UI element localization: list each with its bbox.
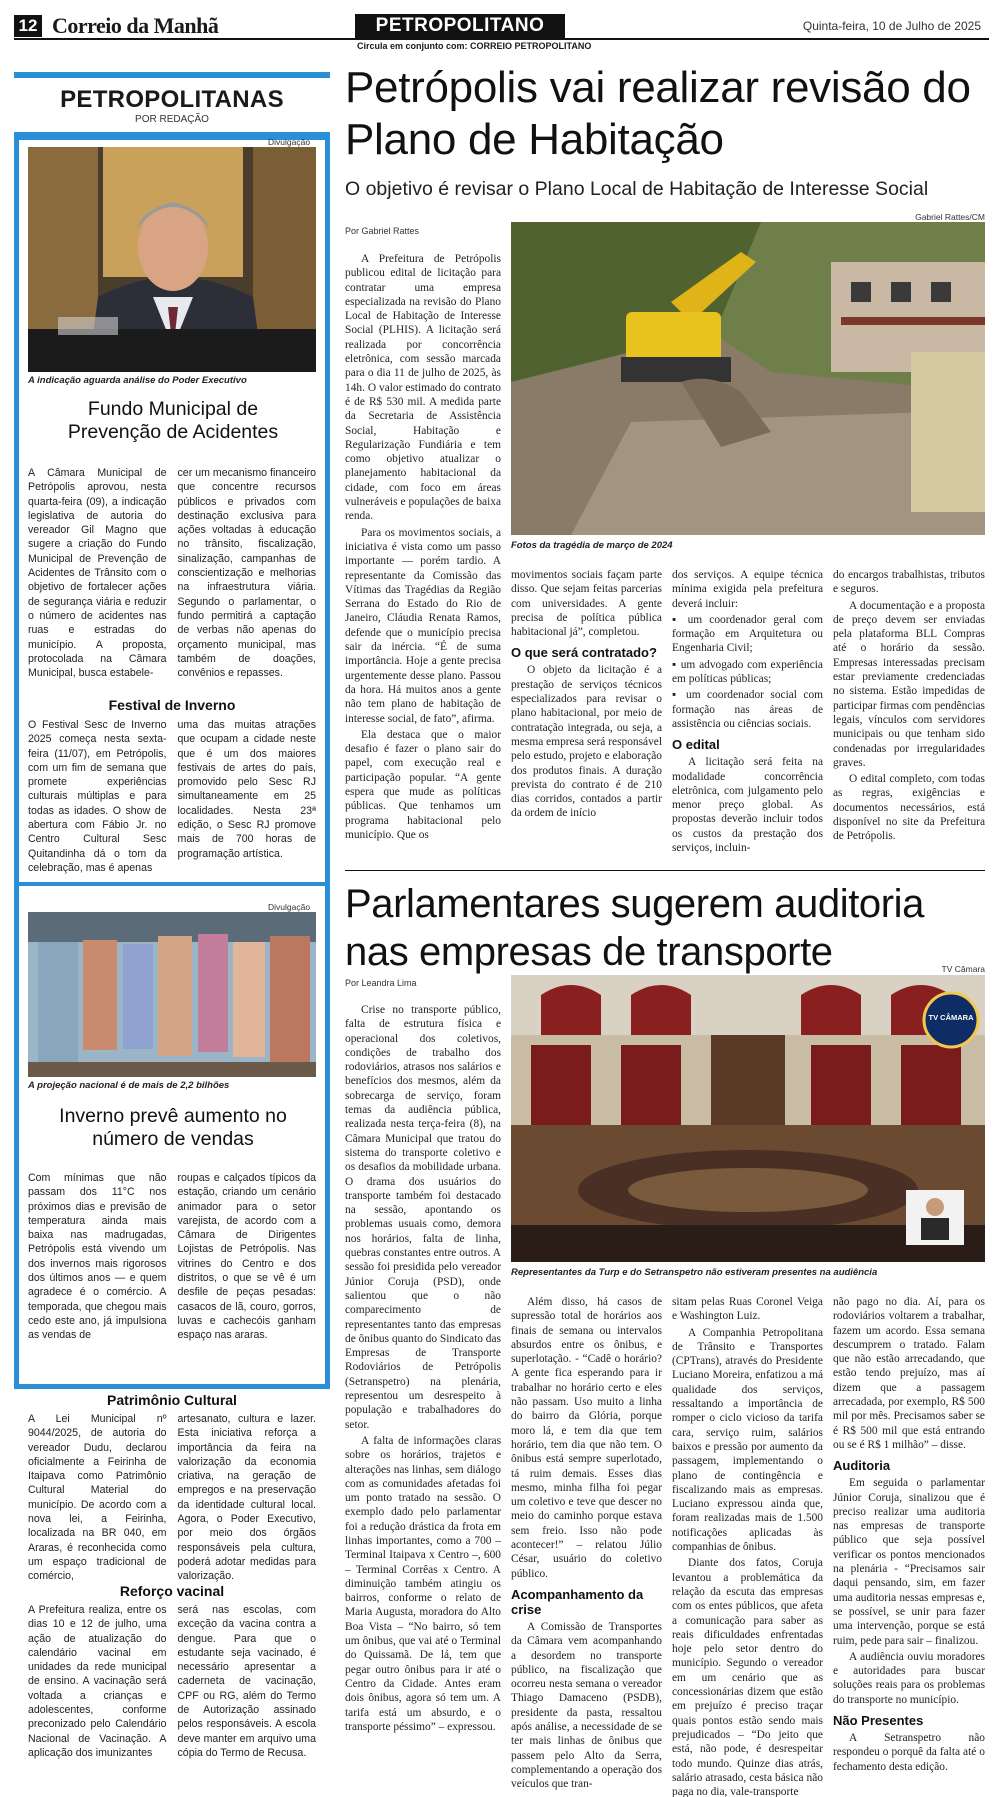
- article2-col4-subhead: Auditoria: [833, 1458, 891, 1474]
- article2-photo-caption: Representantes da Turp e do Setranspetro não estiveram presentes na audiência: [511, 1267, 878, 1278]
- article1-col3-bullet1: ▪ um coordenador geral com formação em Arquitetura ou Engenharia Civil;: [672, 613, 823, 655]
- story1-col2: cer um mecanismo financeiro que concentre recursos públicos e privados com destinação exclusiva para ações voltadas à educação no trânsito, fiscalização, sinalização, campanhas de conscientização e melhorias na infraestrutura viária. Segundo o parlamentar, o fundo permitirá a captação de verbas não apenas do orçamento municipal, mas também de doações, convênios e repasses.: [177, 467, 316, 680]
- article1-col3-p2: A licitação será feita na modalidade concorrência eletrônica, com julgamento pelo menor preço global. As propostas deverão incluir todos os custos da prestação dos serviços, incluin-: [672, 756, 823, 855]
- story4-col1: A Lei Municipal nº 9044/2025, de autoria do vereador Dudu, declarou oficialmente a Feirinha de Itaipava como Patrimônio Cultural Material do município. De acordo com a nova lei, a Feirinha, localizada na BR 040, em Araras, é reconhecida como um espaço tradicional de comércio,: [28, 1413, 167, 1583]
- story4-col2: artesanato, cultura e lazer. Esta iniciativa reforça a importância da feira na valorização da economia criativa, na geração de empregos e na preservação da identidade cultural local. Agora, o Poder Executivo, por meio dos órgãos responsáveis pela cultura, poderá adotar medidas para valorização.: [177, 1413, 316, 1583]
- chamber-photo: [511, 975, 985, 1262]
- photo2-credit: Divulgação: [268, 902, 311, 912]
- article1-col4: [833, 568, 985, 844]
- article1-col3-bullet2: ▪ um advogado com experiência em políticas públicas;: [672, 658, 823, 686]
- story1-col1: A Câmara Municipal de Petrópolis aprovou, nesta quarta-feira (09), a indicação legislativa de autoria do vereador Gil Magno que sugere a criação do Fundo Municipal de Prevenção de Acidentes de Trânsito com o objetivo de fortalecer ações de segurança viária e reduzir o número de acidentes nas ruas e estradas do município. A proposta, protocolada na Câmara Municipal, busca estabele-: [28, 467, 167, 680]
- story2-col2: uma das muitas atrações que ocupam a cidade neste que é um dos maiores festivais de artes do país, promovido pelo Sesc RJ simultaneamente em 25 localidades. Nesta 23ª edição, o Sesc RJ promove mais de 700 horas de programação artística.: [177, 719, 316, 860]
- article1-headline: Petrópolis vai realizar revisão do Plano de Habitação: [345, 63, 971, 164]
- story2-col1: O Festival Sesc de Inverno 2025 começa nesta sexta-feira (11/07), em Petrópolis, com um fim de semana que promete experiências culturais múltiplas e para todas as idades. O show de abertura com Fábio Jr. no Centro Cultural Sesc Quitandinha dá o tom da celebração, mas é apenas: [28, 719, 167, 874]
- story2-headline: Festival de Inverno: [108, 697, 236, 713]
- article2-col3-p1: sitam pelas Ruas Coronel Veiga e Washington Luiz.: [672, 1296, 823, 1323]
- story5-col1: A Prefeitura realiza, entre os dias 10 e 12 de julho, uma ação de atualização do calendário vacinal em unidades da rede municipal de ensino. A vacinação será voltada a crianças e adolescentes, conforme preconizado pelo Calendário Nacional de Vacinação. A aplicação dos imunizantes: [28, 1604, 167, 1759]
- story3-col1: Com mínimas que não passam dos 11°C nos próximos dias e previsão de temperatura ainda mais baixa nas madrugadas, Petrópolis está vivendo um dos invernos mais rigorosos dos últimos anos — e quem agradece é o comércio. A temporada, que chegou mais cedo este ano, já impulsiona as vendas de: [28, 1172, 167, 1342]
- story4-columns: [28, 1412, 316, 1584]
- article2-col2-p1: Além disso, há casos de supressão total de horários aos finais de semana ou intervalos absurdos entre os ônibus, e superlotação. - “Cadê o horário? A gente fica esperando para ir trabalhar no horário certo e eles não passam. Uso muito a linha do bairro da Glória, porque moro lá, e tem dia que tem horário, tem dia que não tem. O ônibus está sempre superlotado, tá ruim demais. Esses dias mesmo, minha filha foi pegar um coletivo e teve que descer no meio do caminho porque estava sem freio. Isso não pode acontecer!” – relatou Júlio César, usuário do coletivo público.: [511, 1296, 662, 1580]
- tv-camara-logo: TV CÂMARA: [928, 1013, 974, 1022]
- article2-col1: [345, 1003, 501, 1734]
- article2-headline: Parlamentares sugerem auditoria nas empresas de transporte: [345, 882, 925, 974]
- article2-col4-subhead2: Não Presentes: [833, 1713, 924, 1729]
- landslide-photo: [511, 222, 985, 535]
- page-number: 12: [14, 15, 42, 37]
- article2-byline: Por Leandra Lima: [345, 978, 417, 988]
- article2-col1-p2: A falta de informações claras sobre os horários, trajetos e alterações nas linhas, sem diálogo com as comunidades afetadas foi um ponto tratado na sessão. O exemplo dado pelo parlamentar foi a redução drástica da frota em linhas importantes, como a 700 – Terminal Itaipava x Centro –, 600 – Terminal Corrêas x Centro. A diminuição também atingiu os bairros, conforme o relato de Maria Augusta, moradora do Alto Boa Vista – “No bairro, só tem um ônibus, que vai até o Terminal do Quissamã. De lá, tem que pegar outro ônibus para ir até o Centro da Cidade. Antes eram dois ônibus, agora só tem um. A tarifa está um absurdo, e o transporte péssimo” – expressou.: [345, 1434, 501, 1733]
- story5-headline: Reforço vacinal: [119, 1583, 225, 1599]
- header-rule: [14, 38, 989, 40]
- page-header: [0, 0, 1003, 51]
- article1-col1-p3: Ela destaca que o maior desafio é fazer o plano sair do papel, com execução real e participação popular. “A gente espera que mude as políticas públicas. Que tenhamos um programa habitacional pelo município. Que os: [345, 728, 501, 841]
- story1-headline: Fundo Municipal de Prevenção de Acidentes: [67, 398, 279, 443]
- article1-col2-p1: movimentos sociais façam parte disso. Que sejam feitas parcerias com universidades. A gente precisa de política pública habitacional já”, completou.: [511, 569, 662, 639]
- story3-headline: Inverno prevê aumento no número de vendas: [59, 1105, 287, 1150]
- article1-col3-bullet3: ▪ um coordenador social com formação nas áreas de assistência ou ciências sociais.: [672, 689, 823, 730]
- story4-headline: Patrimônio Cultural: [107, 1392, 237, 1408]
- article1-col4-p2: A documentação e a proposta de preço devem ser enviadas pela plataforma BLL Compras até o horário da sessão. Empresas interessadas precisam estar previamente credenciadas no sistema. Estão impedidas de participar firmas com pendências legais, vínculos com servidores municipais ou que tenham sido condenadas por irregularidades graves.: [833, 599, 985, 769]
- article2-col4-p2: Em seguida o parlamentar Júnior Coruja, sinalizou que é preciso realizar uma auditoria nas empresas de transporte público que seja possível verificar os pontos mencionados na plenária - “Precisamos sair daqui pensando, sim, em fazer uma auditoria nessas empresas e, se possível, se unir para fazer uma intervenção, porque se está ruim, pede para sair – finalizou.: [833, 1477, 985, 1647]
- article2-col4-p1: não pago no dia. Aí, para os rodoviários voltarem a trabalhar, fazem um acordo. Essa semana descumprem o tratado. Falam que não estão arrecadando, que estão tendo prejuízo, mas aí dizem que a passagem arrecadada, por exemplo, R$ 500 mil por mês. Precisamos saber se é R$ 500 mil que está entrando ou se é R$ 1 milhão” – disse.: [833, 1296, 985, 1451]
- article1-byline: Por Gabriel Rattes: [345, 226, 420, 236]
- article1-col1: [345, 252, 501, 842]
- article2-col4-p4: A Setranspetro não respondeu o porquê da falta até o fechamento desta edição.: [833, 1732, 985, 1773]
- article1-col3-subhead: O edital: [672, 737, 720, 753]
- article1-col1-p2: Para os movimentos sociais, a iniciativa é vista como um passo importante — porém tardio. A representante da Comissão das Vítimas das Tragédias da Região Serrana do Estado do Rio de Janeiro, Cláudia Renata Ramos, defende que o município precisa sair da inércia. “É de suma importância. Hoje a gente precisa urgentemente desse plano. Passou da hora. Há muitos anos a gente não tem plano de habitação de interesse social, de fato”, afirma.: [345, 526, 501, 725]
- article2-col4-p3: A audiência ouviu moradores e autoridades para buscar soluções reais para os problemas do transporte no município.: [833, 1650, 985, 1706]
- article2-photo-credit: TV Câmara: [941, 964, 985, 974]
- article2-col2-subhead: Acompanhamento da crise: [511, 1586, 644, 1617]
- article1-photo-caption: Fotos da tragédia de março de 2024: [511, 540, 673, 551]
- paper-name: Correio da Manhã: [52, 13, 219, 38]
- sidebar-title: PETROPOLITANAS: [60, 86, 284, 113]
- article2-col3: [672, 1295, 823, 1797]
- article1-col3: [672, 568, 823, 855]
- sidebar-divider: [14, 882, 330, 886]
- article2-col3-p3: Diante dos fatos, Coruja levantou a problemática da relação da escuta das empresas com os entes públicos, que afeta a comunicação para saber as reais dificuldades enfrentadas hoje pelo setor dentro do município. Segundo o vereador em um cenário que as concessionárias dizem que estão em prejuízo é preciso traçar quais pontos estão sendo mais prejudicados – “Do jeito que está, não pode, é desrespeitar todo mundo. Quinze dias atrás, salário atrasado, cesta básica não paga no dia, vale-transporte: [672, 1557, 823, 1797]
- article1-col2-subhead: O que será contratado?: [511, 645, 657, 661]
- article1-col2: [511, 568, 662, 821]
- article1-col1-p1: A Prefeitura de Petrópolis publicou edital de licitação para contratar uma empresa especializada na revisão do Plano Local de Habitação de Interesse Social (PLHIS). A licitação será realizada por concorrência eletrônica, com sessão marcada para o dia 11 de julho de 2025, às 14h. O valor estimado do contrato é de R$ 530 mil. A medida parte da Secretaria de Assistência Social, Habitação e Regularização Fundiária e tem como objetivo atualizar o planejamento habitacional da cidade, com foco em áreas vulneráveis e populações de baixa renda.: [345, 253, 501, 523]
- article2-col1-p1: Crise no transporte público, falta de estrutura física e operacional dos coletivos, condições de trabalho dos rodoviários, atrasos nos salários e benefícios dos mesmos, além da sobrecarga de serviço, foram temas da audiência pública, realizada nesta terça-feira (8), na Câmara Municipal que tratou do sistema do transporte coletivo e os desafios da mobilidade urbana. O drama dos usuários do transporte também foi destacado na sessão, apontando os problemas usuais como, demora nos horários, falta de linha, quebras constantes entre outros. A sessão foi presidida pelo vereador Júnior Coruja (PSD), onde salientou que o não comparecimento de representantes tanto das empresas de ônibus quanto do Sindicato das Empresas de Transporte Rodoviários de Petrópolis (Setranspetro) na plenária, representou um desrespeito à população e trabalhadores do setor.: [345, 1004, 501, 1431]
- story5-col2: será nas escolas, com exceção da vacina contra a dengue. Para que o estudante seja vacinado, é necessário apresentar a caderneta de vacinação, CPF ou RG, além do Termo de Autorização assinado pelos responsáveis. A escola deve manter em arquivo uma cópia do Termo de Recusa.: [177, 1604, 316, 1759]
- article1-col3-p1: dos serviços. A equipe técnica mínima exigida pela prefeitura deverá incluir:: [672, 569, 823, 610]
- circulation-note: Circula em conjunto com: CORREIO PETROPOLITANO: [357, 41, 592, 51]
- politician-photo: [28, 147, 316, 372]
- sidebar-top-bar: [14, 72, 330, 78]
- article-divider: [345, 870, 985, 871]
- sidebar-byline: POR REDAÇÃO: [135, 114, 209, 125]
- issue-date: Quinta-feira, 10 de Julho de 2025: [802, 19, 981, 33]
- photo1-caption: A indicação aguarda análise do Poder Executivo: [28, 375, 247, 386]
- article1-col4-p3: O edital completo, com todas as regras, exigências e documentos necessários, está disponível no site da Prefeitura de Petrópolis.: [833, 773, 985, 843]
- shop-window-photo: [28, 912, 316, 1077]
- story3-columns: [28, 1171, 316, 1343]
- photo1-credit: Divulgação: [268, 137, 311, 147]
- story3-col2: roupas e calçados típicos da estação, criando um cenário animador para o setor varejista, de acordo com a Câmara de Dirigentes Lojistas de Petrópolis. Nas vitrines do Centro e dos distritos, o que se vê é um desfile de peças pesadas: casacos de lã, couro, gorros, luvas e cachecóis ganham espaço nas araras.: [177, 1172, 316, 1342]
- article2-col2-p2: A Comissão de Transportes da Câmara vem acompanhando a desordem no transporte público, na fiscalização que ocorreu nesta semana o vereador Thiago Damaceno (PSDB), presidente da pasta, ressaltou após análise, a necessidade de se ter mais linhas de ônibus que passem pelo Alto da Serra, complementando a operação dos veículos que tran-: [511, 1620, 662, 1791]
- story1-columns: [28, 466, 316, 680]
- article2-col3-p2: A Companhia Petropolitana de Trânsito e Transportes (CPTrans), através do Presidente Luciano Moreira, enfatizou a má qualidade dos serviços, ressaltando a importância de romper o ciclo vicioso da tarifa cara, serviço ruim, salários baixos e pressão por aumento da passagem, implementando o plano de contingência e fiscalizando mais as empresas. Luciano expressou ainda que, foram realizadas mais de 1.500 notificações aplicadas às companhias de ônibus.: [672, 1326, 823, 1554]
- article2-col2: [511, 1295, 662, 1792]
- article1-col4-p1: do encargos trabalhistas, tributos e seguros.: [833, 569, 985, 596]
- article1-subhead: O objetivo é revisar o Plano Local de Habitação de Interesse Social: [345, 178, 929, 200]
- sidebar-title-box: [14, 72, 330, 132]
- story2-columns: [28, 718, 316, 875]
- article2-col4: [833, 1295, 985, 1774]
- photo2-caption: A projeção nacional é de mais de 2,2 bilhões: [28, 1080, 230, 1091]
- section-title: PETROPOLITANO: [355, 14, 565, 38]
- article1-photo-credit: Gabriel Rattes/CM: [915, 212, 985, 222]
- article1-col2-p2: O objeto da licitação é a prestação de serviços técnicos especializados para revisar o plano habitacional, por meio de contratação integrada, ou seja, a mesma empresa será responsável pelo estudo, projeto e elaboração dos produtos finais. A duração prevista do contrato é de 210 dias corridos, contados a partir da ordem de início: [511, 664, 662, 820]
- story5-columns: [28, 1603, 316, 1760]
